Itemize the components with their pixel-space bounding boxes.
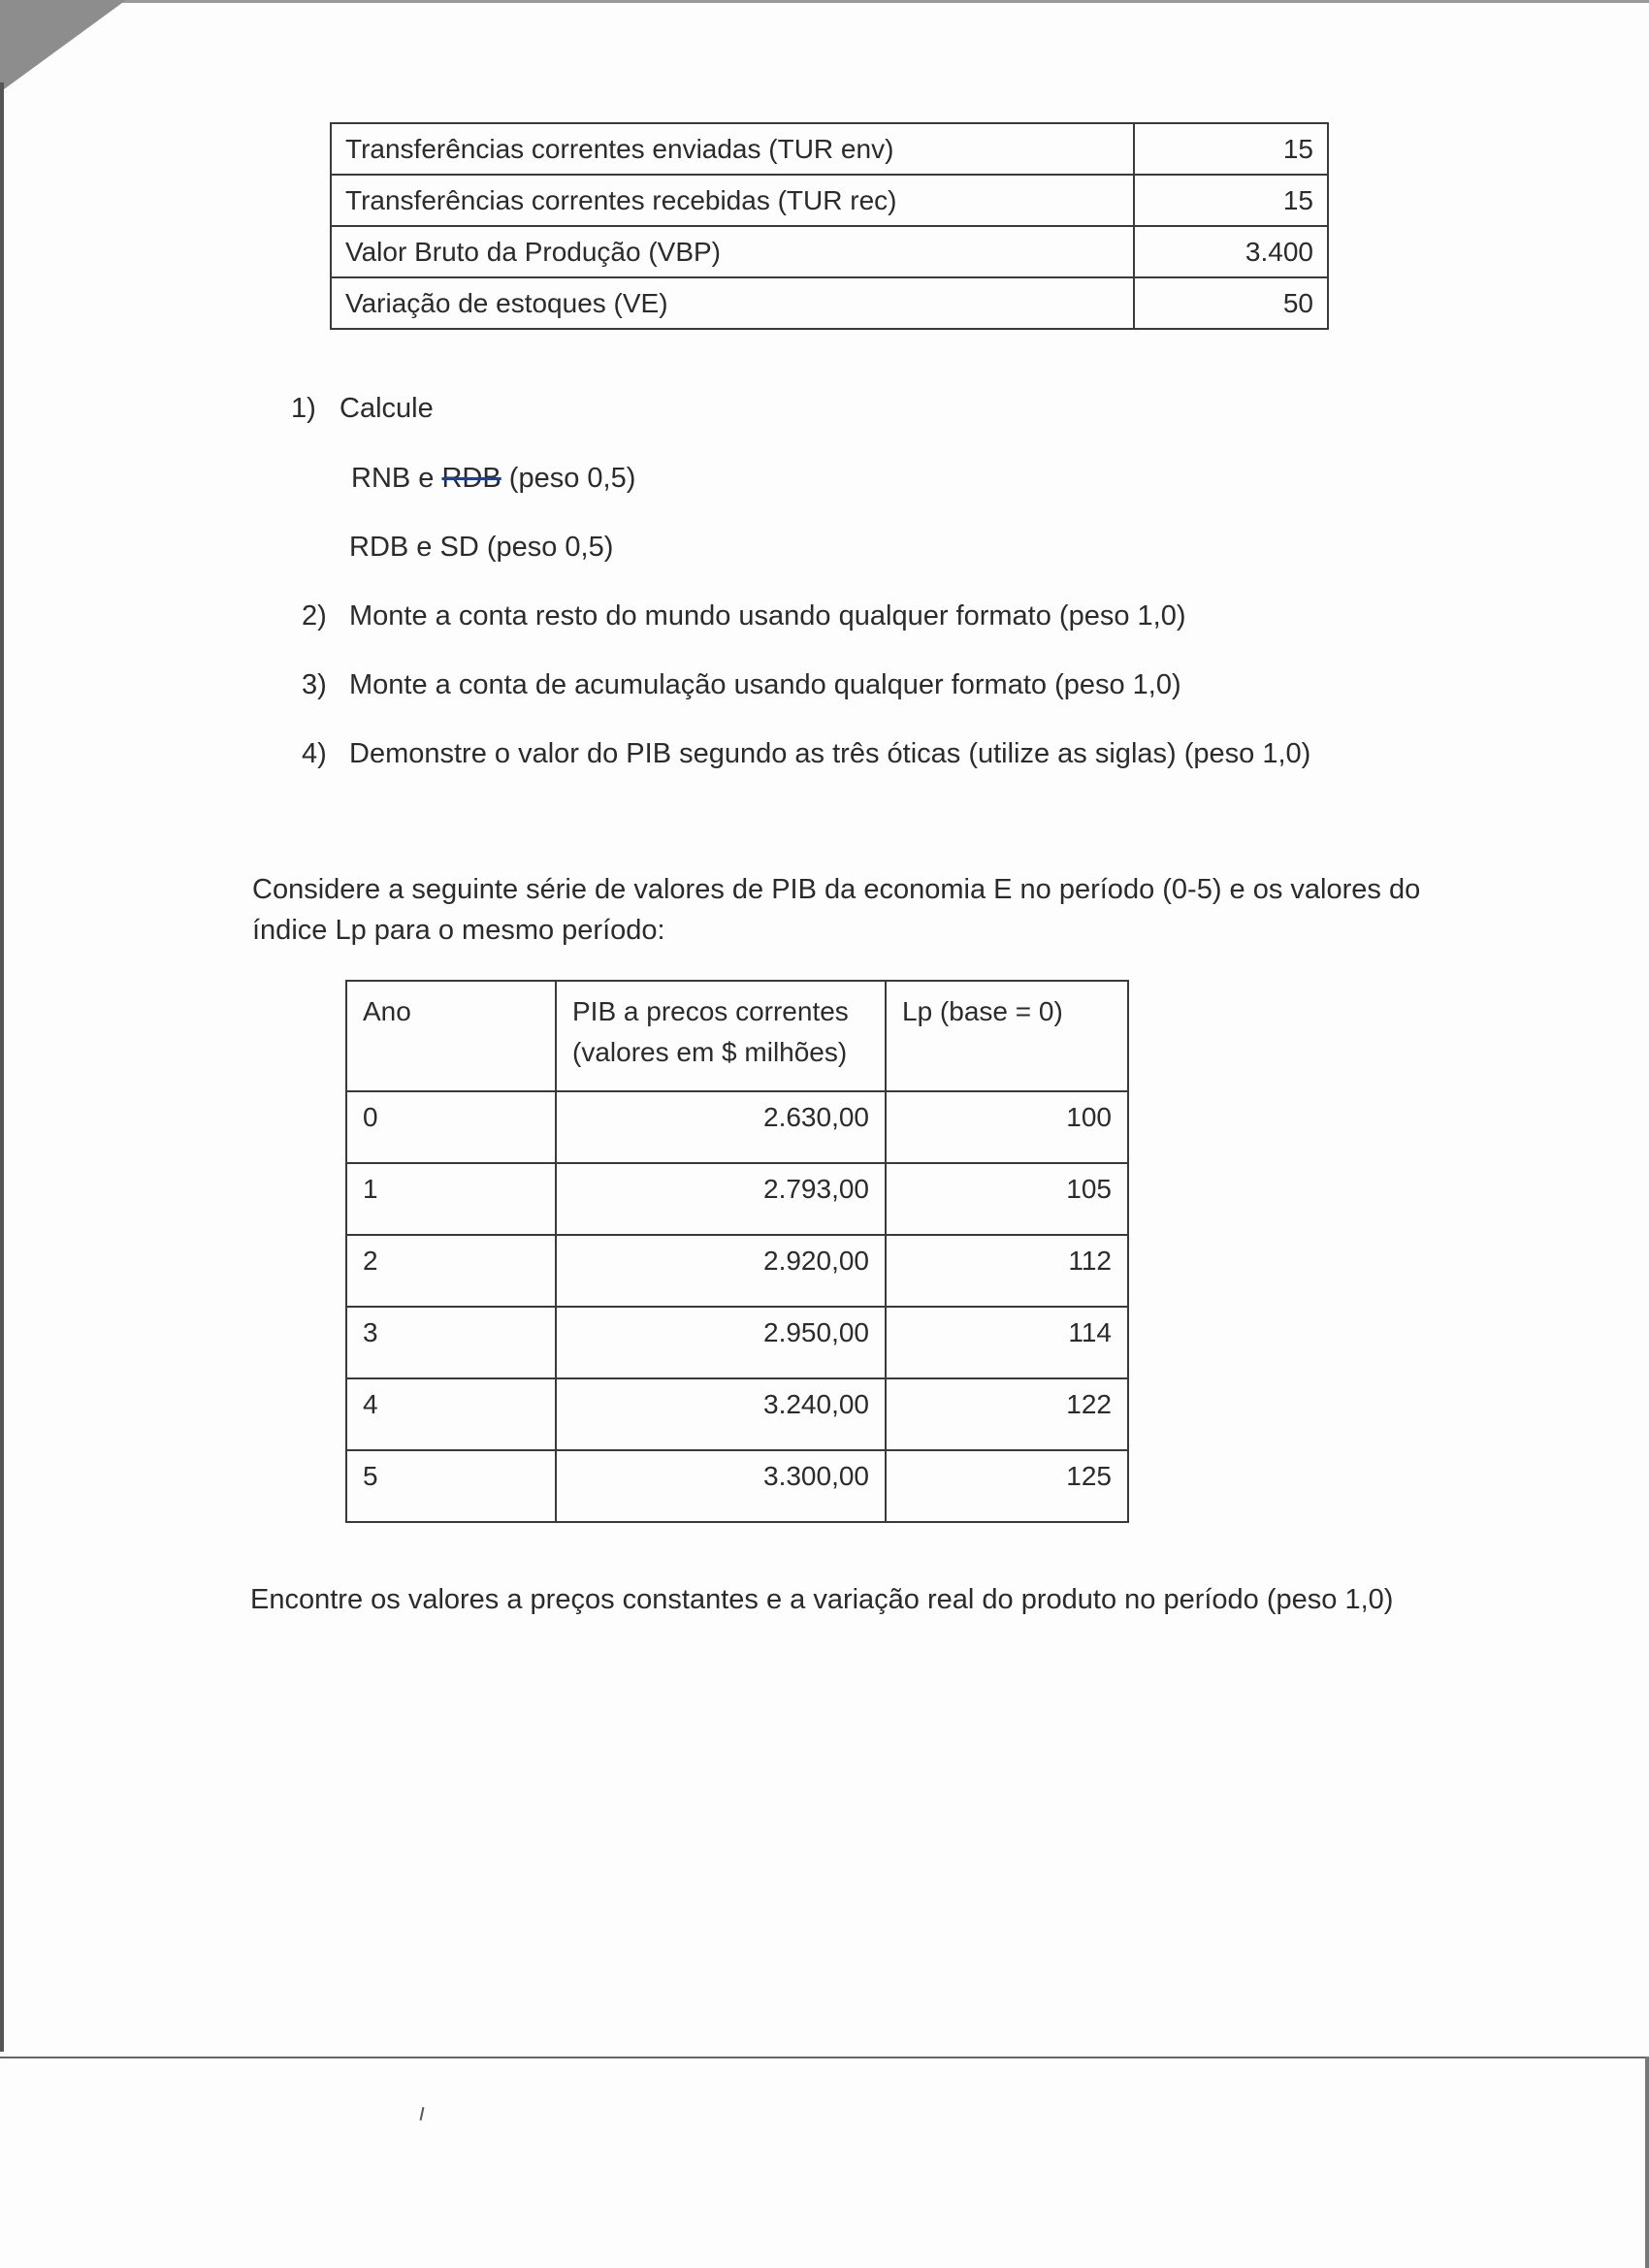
table-row bbox=[331, 226, 1328, 277]
scan-speck bbox=[420, 2107, 425, 2121]
question-4-text: Demonstre o valor do PIB segundo as três óticas (utilize as siglas) (peso 1,0) bbox=[349, 738, 1311, 769]
header-pib bbox=[556, 981, 886, 1091]
header-lp: Lp (base = 0) bbox=[886, 981, 1128, 1091]
intro-line-1: Considere a seguinte série de valores de PIB da economia E no período (0-5) e os valores do bbox=[252, 874, 1421, 905]
question-2-number: 2) bbox=[302, 600, 327, 632]
cell-ano: 3 bbox=[346, 1307, 556, 1378]
row-value: 15 bbox=[1134, 123, 1328, 175]
table-row bbox=[346, 1091, 1128, 1163]
page-fold-right-edge bbox=[1645, 2057, 1649, 2268]
cell-pib: 2.920,00 bbox=[556, 1235, 886, 1307]
struck-text: RDB bbox=[441, 463, 501, 494]
cell-lp: 125 bbox=[886, 1450, 1128, 1522]
cell-pib: 2.950,00 bbox=[556, 1307, 886, 1378]
pib-series-table bbox=[345, 980, 1129, 1523]
table-row bbox=[346, 1163, 1128, 1235]
cell-pib: 2.630,00 bbox=[556, 1091, 886, 1163]
cell-ano: 2 bbox=[346, 1235, 556, 1307]
cell-pib: 3.300,00 bbox=[556, 1450, 886, 1522]
cell-pib: 3.240,00 bbox=[556, 1378, 886, 1450]
cell-lp: 114 bbox=[886, 1307, 1128, 1378]
row-value: 3.400 bbox=[1134, 226, 1328, 277]
row-label: Variação de estoques (VE) bbox=[331, 277, 1134, 329]
row-value: 15 bbox=[1134, 175, 1328, 226]
cell-lp: 105 bbox=[886, 1163, 1128, 1235]
page-fold-line bbox=[0, 2057, 1649, 2058]
table-row bbox=[346, 1235, 1128, 1307]
row-label: Valor Bruto da Produção (VBP) bbox=[331, 226, 1134, 277]
table-header-row bbox=[346, 981, 1128, 1091]
table-row bbox=[331, 123, 1328, 175]
scan-left-edge bbox=[0, 82, 4, 2052]
cell-ano: 1 bbox=[346, 1163, 556, 1235]
cell-ano: 4 bbox=[346, 1378, 556, 1450]
cell-lp: 122 bbox=[886, 1378, 1128, 1450]
cell-ano: 5 bbox=[346, 1450, 556, 1522]
question-1-number: 1) bbox=[291, 393, 316, 424]
cell-pib: 2.793,00 bbox=[556, 1163, 886, 1235]
cell-lp: 100 bbox=[886, 1091, 1128, 1163]
table-row bbox=[346, 1307, 1128, 1378]
question-1-sub-1 bbox=[351, 463, 635, 495]
table-row bbox=[346, 1450, 1128, 1522]
sub-1-part-b: (peso 0,5) bbox=[508, 463, 636, 494]
header-pib-line-2: (valores em $ milhões) bbox=[572, 1037, 848, 1067]
sub-1-part-a: RNB e bbox=[351, 463, 435, 494]
table-row bbox=[346, 1378, 1128, 1450]
row-value: 50 bbox=[1134, 277, 1328, 329]
row-label: Transferências correntes enviadas (TUR env) bbox=[331, 123, 1134, 175]
row-label: Transferências correntes recebidas (TUR rec) bbox=[331, 175, 1134, 226]
table-row bbox=[331, 277, 1328, 329]
final-task-text: Encontre os valores a preços constantes e a variação real do produto no período (peso 1,0) bbox=[250, 1584, 1394, 1615]
scan-corner-shadow bbox=[0, 0, 126, 92]
national-accounts-table bbox=[330, 122, 1329, 330]
header-ano: Ano bbox=[346, 981, 556, 1091]
header-pib-line-1: PIB a precos correntes bbox=[572, 996, 849, 1026]
intro-line-2: índice Lp para o mesmo período: bbox=[252, 915, 665, 946]
cell-ano: 0 bbox=[346, 1091, 556, 1163]
question-4-number: 4) bbox=[302, 738, 327, 769]
question-1-sub-2: RDB e SD (peso 0,5) bbox=[349, 532, 614, 563]
scan-top-edge bbox=[0, 0, 1649, 3]
question-3-text: Monte a conta de acumulação usando qualquer formato (peso 1,0) bbox=[349, 669, 1181, 700]
question-2-text: Monte a conta resto do mundo usando qualquer formato (peso 1,0) bbox=[349, 600, 1186, 632]
question-1-text: Calcule bbox=[340, 393, 434, 424]
cell-lp: 112 bbox=[886, 1235, 1128, 1307]
question-3-number: 3) bbox=[302, 669, 327, 700]
table-row bbox=[331, 175, 1328, 226]
